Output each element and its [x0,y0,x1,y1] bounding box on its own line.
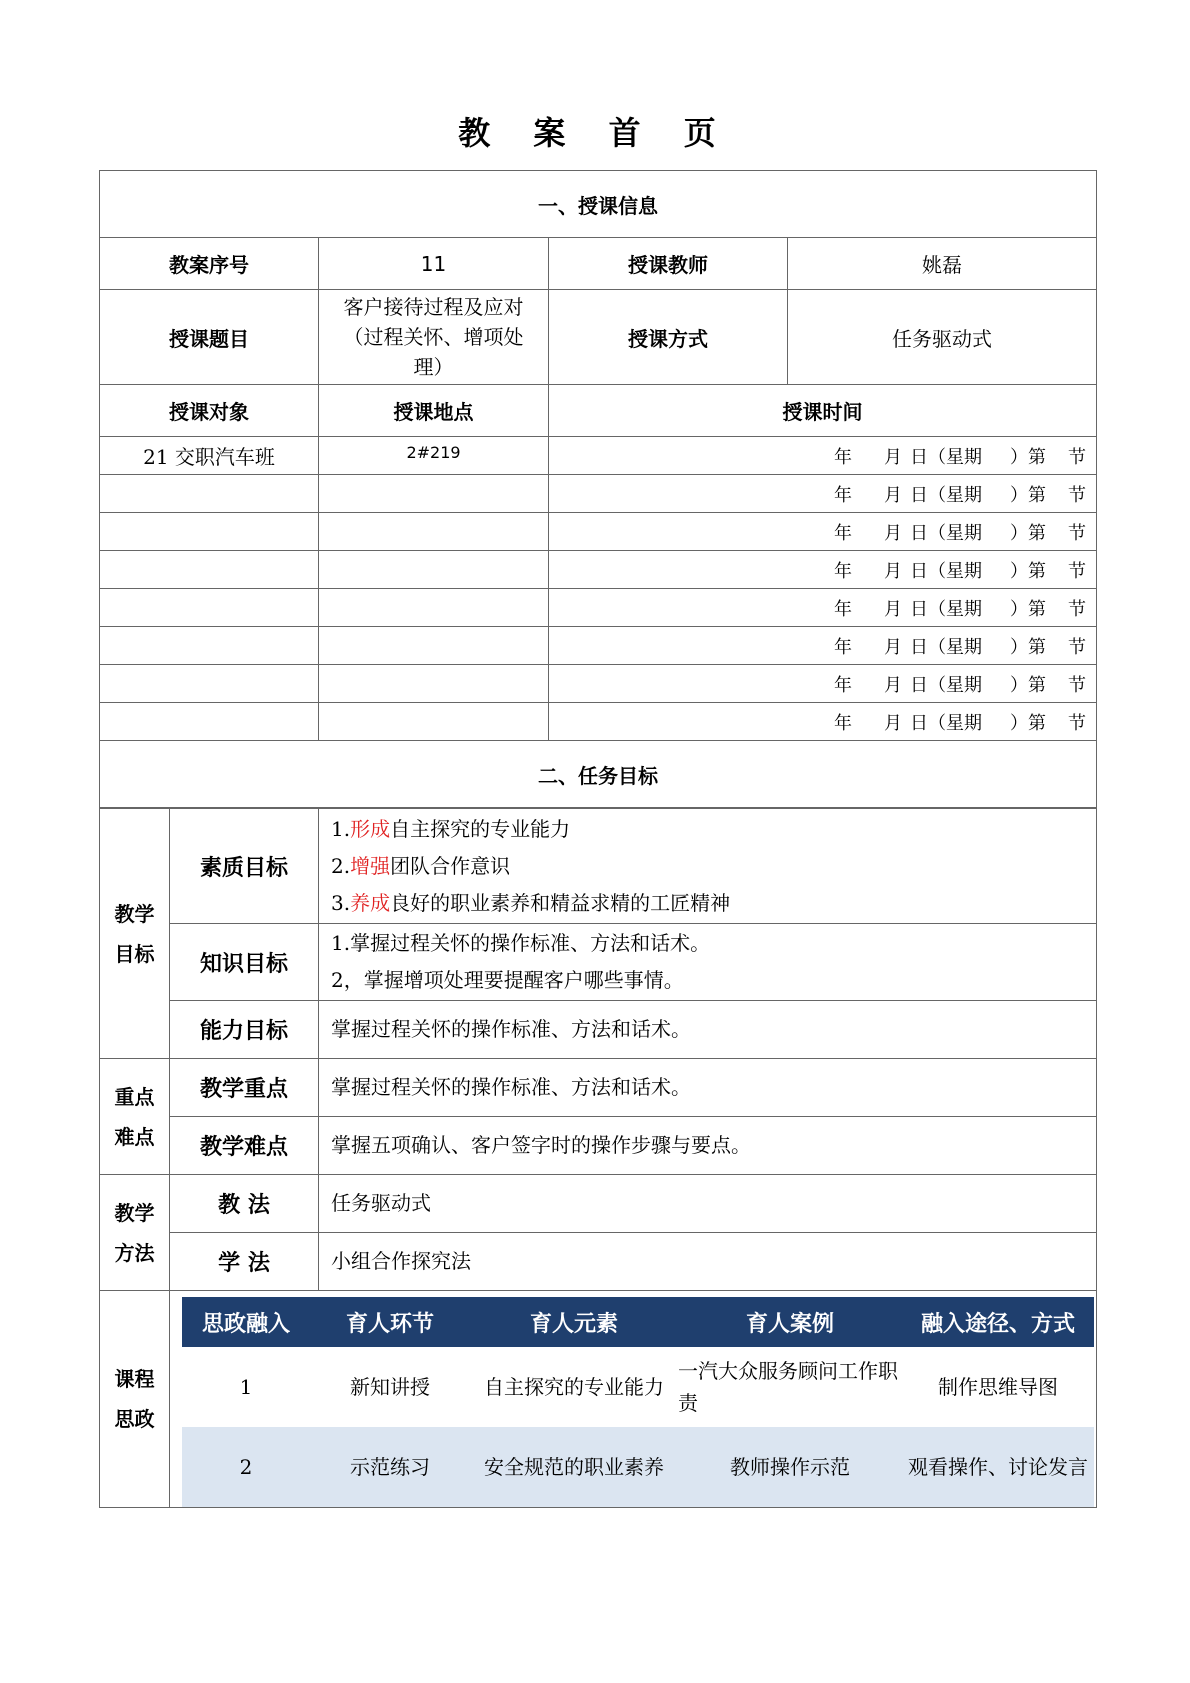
audience-cell: 21 交职汽车班 [100,437,319,475]
time-cell [549,703,1097,741]
location-cell: 2#219 [319,437,549,475]
time-part: ）第 [1010,522,1046,544]
teaching-method-group-text: 教学方法 [114,1200,155,1265]
time-part: 节 [1068,598,1086,620]
teacher-label: 授课教师 [549,238,788,290]
time-part: 月 [884,522,902,544]
ideology-cell-value: 观看操作、讨论发言 [902,1427,1094,1507]
location-cell [319,551,549,589]
time-part: 月 [884,598,902,620]
quality-goal-item [331,885,1096,922]
time-part: ）第 [1010,712,1046,734]
time-part: 节 [1068,712,1086,734]
teaching-method-group-label [100,1175,170,1291]
ideology-cell-value: 安全规范的职业素养 [470,1427,678,1507]
quality-goal-text: 团队合作意识 [390,853,511,878]
time-part: 日（星期 [910,636,982,658]
knowledge-goal-label: 知识目标 [170,924,319,1001]
ideology-cell [170,1291,1097,1508]
ideology-text: 课程思政 [114,1367,155,1431]
section-heading-goals: 二、任务目标 [100,741,1097,808]
time-cell [549,437,1097,475]
ability-goal-value: 掌握过程关怀的操作标准、方法和话术。 [319,1001,1097,1059]
location-cell [319,627,549,665]
knowledge-goal-item: 2，掌握增项处理要提醒客户哪些事情。 [331,968,684,992]
ideology-header: 育人案例 [678,1297,902,1347]
time-cell [549,665,1097,703]
lesson-no-label: 教案序号 [100,238,319,290]
audience-label: 授课对象 [100,385,319,437]
time-part: 日（星期 [910,598,982,620]
time-cell [549,551,1097,589]
time-part: 日（星期 [910,446,982,468]
ideology-table [182,1297,1094,1507]
time-part: 年 [834,446,852,468]
quality-goal-number: 1. [331,816,351,841]
teacher-value: 姚磊 [788,238,1097,290]
time-part: ）第 [1010,484,1046,506]
ideology-cell-value: 示范练习 [310,1427,470,1507]
table-row [182,1347,1094,1427]
time-part: 年 [834,636,852,658]
teach-method-value: 任务驱动式 [319,1175,1097,1233]
time-part: 节 [1068,484,1086,506]
knowledge-goal-list [319,924,1097,1001]
key-point-label: 教学重点 [170,1059,319,1117]
quality-goal-number: 3. [331,890,351,915]
difficulty-value: 掌握五项确认、客户签字时的操作步骤与要点。 [319,1117,1097,1175]
quality-goal-number: 2. [331,853,351,878]
time-part: ）第 [1010,598,1046,620]
quality-goal-item [331,811,1096,848]
time-cell [549,513,1097,551]
audience-cell [100,627,319,665]
topic-value: 客户接待过程及应对（过程关怀、增项处理） [319,290,549,385]
ideology-cell-value: 1 [182,1347,310,1427]
teaching-goals-text: 教学目标 [114,901,155,966]
time-part: 日（星期 [910,674,982,696]
knowledge-goal-item: 1.掌握过程关怀的操作标准、方法和话术。 [331,931,711,955]
time-part: 节 [1068,522,1086,544]
ideology-label [100,1291,170,1508]
page-title: 教 案 首 页 [458,114,732,152]
location-cell [319,475,549,513]
time-part: 月 [884,560,902,582]
location-cell [319,589,549,627]
time-part: 节 [1068,446,1086,468]
difficulty-label: 教学难点 [170,1117,319,1175]
audience-cell [100,665,319,703]
audience-cell [100,475,319,513]
learn-method-label: 学 法 [170,1233,319,1291]
quality-goal-verb: 养成 [350,890,391,915]
teaching-info-table [99,170,1097,808]
key-difficulty-text: 重点难点 [114,1084,155,1149]
location-cell [319,513,549,551]
audience-cell [100,551,319,589]
time-part: ）第 [1010,636,1046,658]
quality-goal-text: 自主探究的专业能力 [390,816,571,841]
audience-cell [100,513,319,551]
key-difficulty-label [100,1059,170,1175]
time-part: 节 [1068,674,1086,696]
quality-goal-list [319,809,1097,924]
topic-label: 授课题目 [100,290,319,385]
time-part: 年 [834,712,852,734]
time-part: 年 [834,484,852,506]
time-cell [549,475,1097,513]
audience-cell [100,703,319,741]
time-part: 月 [884,636,902,658]
quality-goal-label: 素质目标 [170,809,319,924]
time-part: 日（星期 [910,712,982,734]
ideology-cell-value: 自主探究的专业能力 [470,1347,678,1427]
time-part: 日（星期 [910,522,982,544]
time-part: ）第 [1010,560,1046,582]
time-part: 年 [834,674,852,696]
teaching-goals-label [100,809,170,1059]
key-point-value: 掌握过程关怀的操作标准、方法和话术。 [319,1059,1097,1117]
ideology-header: 融入途径、方式 [902,1297,1094,1347]
section-heading-info: 一、授课信息 [100,171,1097,238]
quality-goal-verb: 增强 [350,853,391,878]
time-part: 月 [884,446,902,468]
lesson-no-value: 11 [319,238,549,290]
time-part: 年 [834,560,852,582]
quality-goal-verb: 形成 [350,816,391,841]
lesson-plan-form [99,170,1096,1508]
time-part: 节 [1068,636,1086,658]
time-part: ）第 [1010,446,1046,468]
method-value: 任务驱动式 [788,290,1097,385]
ideology-cell-value: 新知讲授 [310,1347,470,1427]
time-part: 月 [884,712,902,734]
ideology-header: 育人元素 [470,1297,678,1347]
time-part: 日（星期 [910,484,982,506]
method-label: 授课方式 [549,290,788,385]
teach-method-label: 教 法 [170,1175,319,1233]
time-part: 节 [1068,560,1086,582]
location-cell [319,665,549,703]
audience-cell [100,589,319,627]
ideology-cell-value: 一汽大众服务顾问工作职责 [678,1347,902,1427]
time-part: ）第 [1010,674,1046,696]
quality-goal-item [331,848,1096,885]
task-goals-table [99,808,1097,1508]
ideology-cell-value: 制作思维导图 [902,1347,1094,1427]
time-part: 年 [834,598,852,620]
table-row [182,1427,1094,1507]
time-cell [549,589,1097,627]
time-cell [549,627,1097,665]
time-part: 年 [834,522,852,544]
learn-method-value: 小组合作探究法 [319,1233,1097,1291]
location-cell [319,703,549,741]
time-label: 授课时间 [549,385,1097,437]
ideology-cell-value: 2 [182,1427,310,1507]
ideology-cell-value: 教师操作示范 [678,1427,902,1507]
ability-goal-label: 能力目标 [170,1001,319,1059]
location-label: 授课地点 [319,385,549,437]
time-part: 月 [884,674,902,696]
time-part: 日（星期 [910,560,982,582]
ideology-header: 思政融入 [182,1297,310,1347]
quality-goal-text: 良好的职业素养和精益求精的工匠精神 [390,890,731,915]
time-part: 月 [884,484,902,506]
ideology-header: 育人环节 [310,1297,470,1347]
